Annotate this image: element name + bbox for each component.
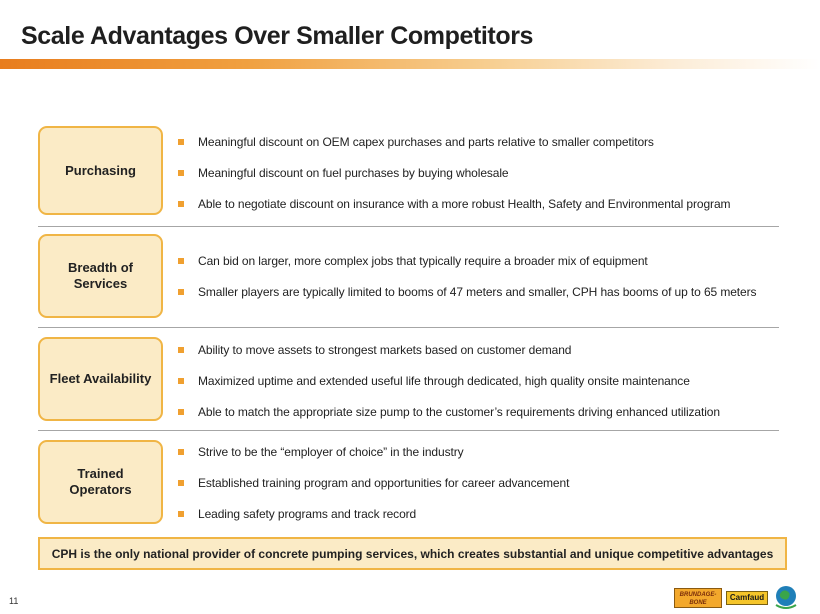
logo-text-line: BONE [689,600,707,606]
section-label-breadth-of-services [38,234,163,318]
bullet-item: Smaller players are typically limited to booms of 47 meters and smaller, CPH has booms of up to 65 meters [177,285,756,299]
section-label-line: Services [73,276,128,291]
section-label-line: Operators [69,482,132,497]
section-label-line: Breadth of [68,260,133,275]
bullet-item: Meaningful discount on fuel purchases by buying wholesale [177,166,730,180]
section-label-trained-operators [38,440,163,524]
summary-callout: CPH is the only national provider of concrete pumping services, which creates substantial and unique competitive advantages [38,537,787,570]
bullet-list-fleet-availability [177,343,720,419]
section-label-fleet-availability: Fleet Availability [38,337,163,421]
section-label-purchasing: Purchasing [38,126,163,215]
bullet-item: Leading safety programs and track record [177,507,569,521]
camfaud-logo: Camfaud [726,591,768,605]
section-divider [38,226,779,227]
bullet-item: Established training program and opportunities for career advancement [177,476,569,490]
bullet-list-purchasing [177,135,730,211]
bullet-item: Can bid on larger, more complex jobs that typically require a broader mix of equipment [177,254,756,268]
bullet-item: Strive to be the “employer of choice” in the industry [177,445,569,459]
brundage-bone-logo [674,588,722,608]
slide-title: Scale Advantages Over Smaller Competitors [21,22,534,50]
bullet-item: Able to match the appropriate size pump to the customer’s requirements driving enhanced utilization [177,405,720,419]
bullet-item: Ability to move assets to strongest markets based on customer demand [177,343,720,357]
section-divider [38,430,779,431]
bullet-item: Able to negotiate discount on insurance with a more robust Health, Safety and Environmental program [177,197,730,211]
bullet-list-breadth-of-services [177,254,756,299]
title-gradient-rule [0,59,820,69]
section-label-line: Trained [77,466,124,481]
section-divider [38,327,779,328]
bullet-item: Meaningful discount on OEM capex purchases and parts relative to smaller competitors [177,135,730,149]
page-number: 11 [9,596,19,606]
eco-pan-globe-icon [774,585,798,611]
bullet-list-trained-operators [177,445,569,521]
company-logos [674,585,804,613]
logo-text-line: BRUNDAGE- [679,592,717,598]
bullet-item: Maximized uptime and extended useful life through dedicated, high quality onsite maintenance [177,374,720,388]
